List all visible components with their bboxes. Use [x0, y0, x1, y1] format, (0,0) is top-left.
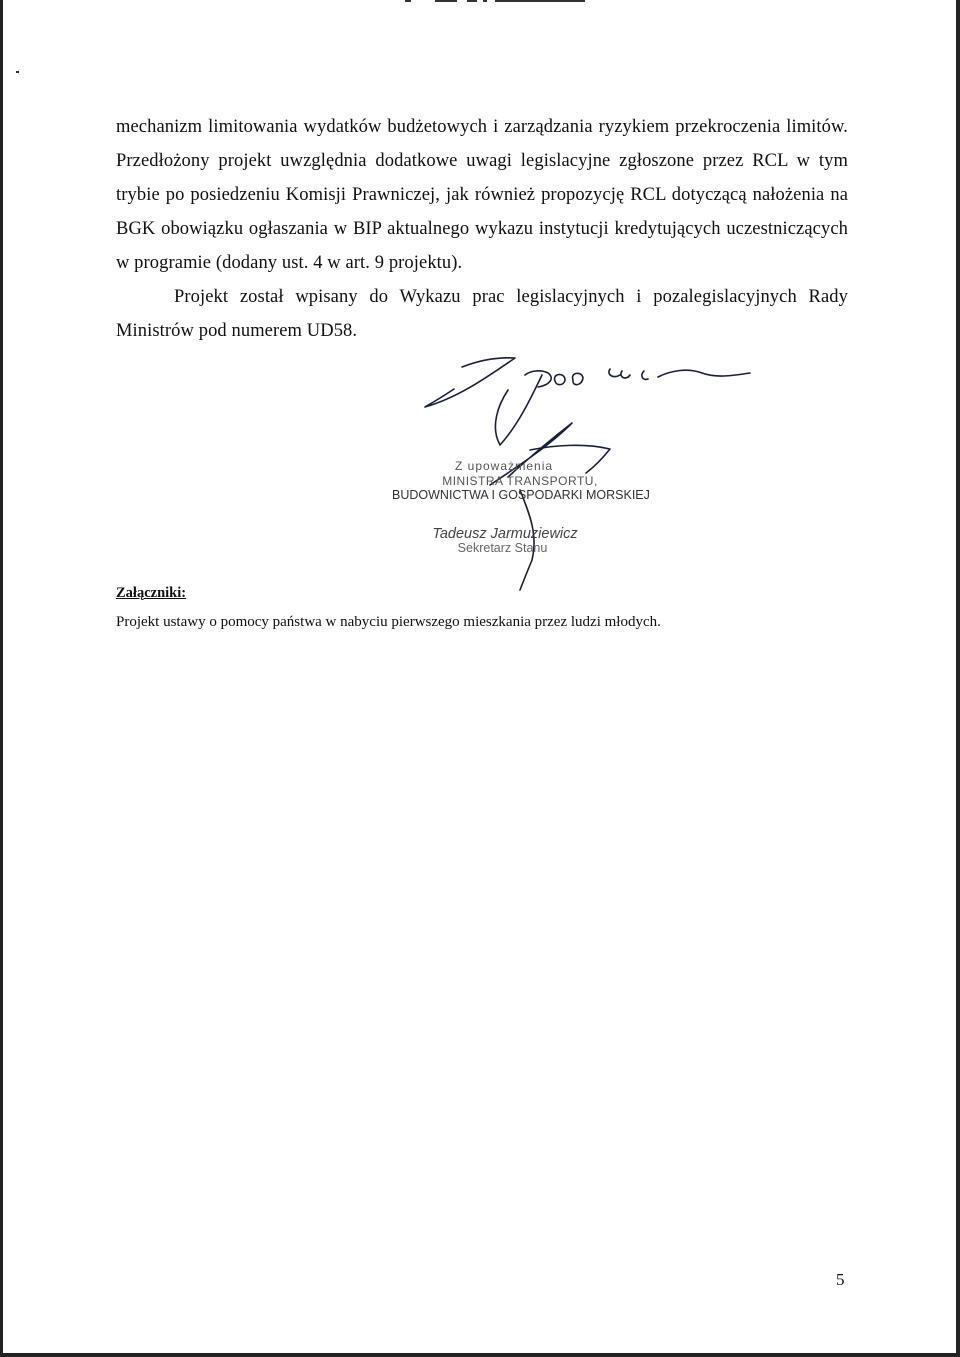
- page-number: 5: [836, 1270, 845, 1289]
- body-paragraph-2: Projekt został wpisany do Wykazu prac legislacyjnych i pozalegislacyjnych Rady Ministrów pod numerem UD58.: [116, 287, 848, 341]
- page-border-left: [0, 0, 3, 1357]
- stamp-signatory-title: Sekretarz Stanu: [457, 541, 548, 555]
- scan-speck: [16, 71, 19, 73]
- page-border-bottom: [0, 1353, 960, 1357]
- attachments-label: Załączniki:: [116, 585, 187, 601]
- attachment-item: Projekt ustawy o pomocy państwa w nabyciu pierwszego mieszkania przez ludzi młodych.: [116, 614, 661, 630]
- stamp-ministry-line: MINISTRA TRANSPORTU,: [442, 474, 598, 488]
- stamp-signatory-name: Tadeusz Jarmuziewicz: [432, 526, 578, 542]
- body-paragraph-1: mechanizm limitowania wydatków budżetowych i zarządzania ryzykiem przekroczenia limitów. Przedłożony projekt uwzględnia dodatkowe uwagi legislacyjne zgłoszone przez RCL w tym trybie po posiedzeniu Komisji Prawniczej, jak również propozycję RCL dotyczącą nałożenia na BGK obowiązku ogłaszania w BIP aktualnego wykazu instytucji kredytujących uczestniczących w programie (dodany ust. 4 w art. 9 projektu).: [116, 117, 848, 273]
- stamp-authorization-line: Z upoważnienia: [455, 459, 554, 473]
- stamp-ministry-line-2: BUDOWNICTWA I GOSPODARKI MORSKIEJ: [392, 488, 650, 502]
- scan-top-marks: [395, 0, 585, 4]
- page-border-right: [956, 0, 960, 1357]
